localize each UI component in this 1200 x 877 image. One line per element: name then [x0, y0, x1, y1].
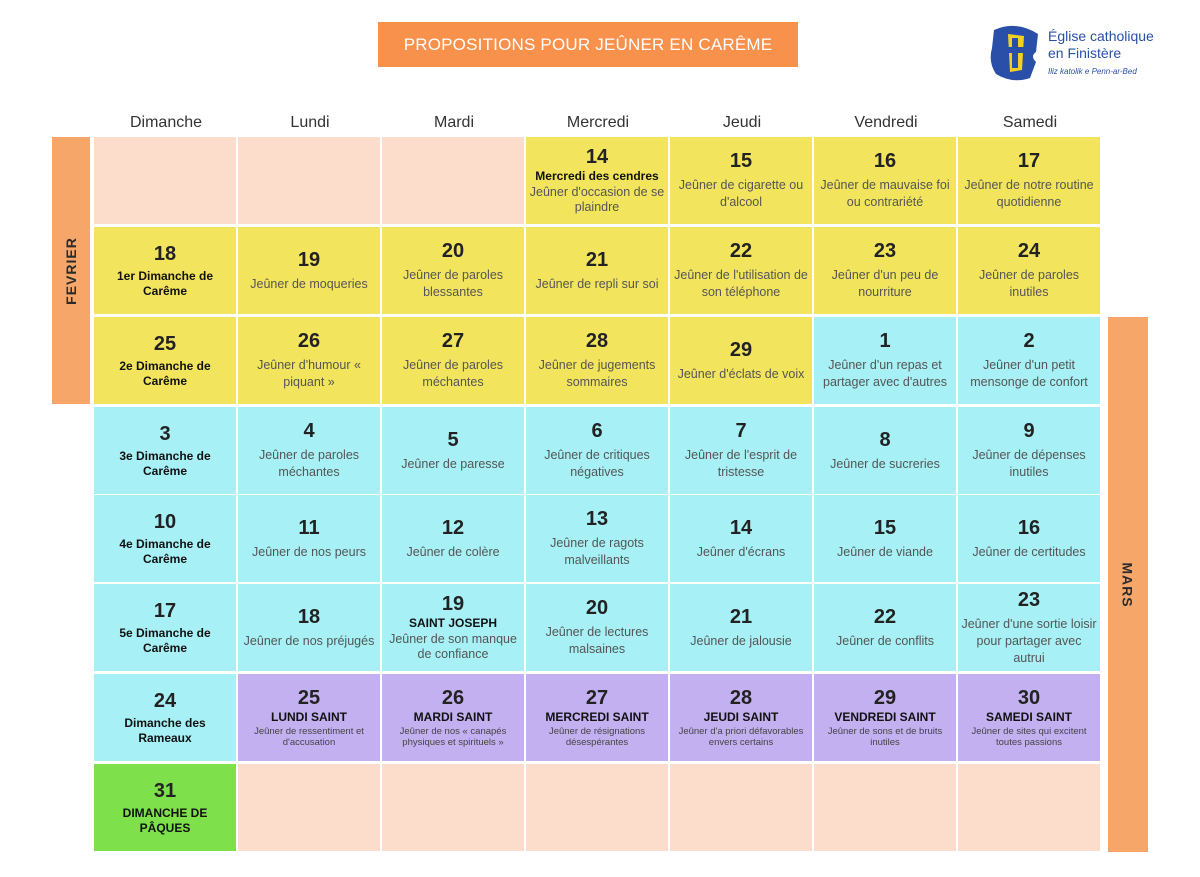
fasting-proposal: Jeûner d'un petit mensonge de confort — [970, 358, 1088, 389]
day-title: 5e Dimanche de Carême — [119, 625, 211, 655]
calendar-day-cell — [526, 584, 668, 671]
calendar-day-cell — [670, 674, 812, 761]
day-number: 17 — [153, 599, 177, 622]
calendar-empty-cell — [382, 764, 524, 851]
day-number: 8 — [879, 428, 891, 451]
fasting-proposal: Jeûner d'écrans — [696, 544, 786, 559]
calendar-day-cell — [670, 407, 812, 494]
day-number: 18 — [153, 242, 177, 265]
day-title: Mercredi des cendres — [535, 169, 659, 183]
day-number: 21 — [729, 605, 753, 628]
day-number: 26 — [441, 687, 465, 709]
day-number: 7 — [735, 420, 747, 442]
day-title: MARDI SAINT — [413, 710, 493, 724]
day-number: 25 — [297, 687, 321, 709]
calendar-day-cell — [94, 764, 236, 851]
calendar-empty-cell — [94, 137, 236, 224]
calendar-day-cell — [238, 317, 380, 404]
day-number: 26 — [297, 330, 321, 352]
logo-emblem-icon — [986, 22, 1044, 84]
fasting-proposal: Jeûner de jalousie — [690, 633, 792, 648]
day-number: 20 — [441, 240, 465, 262]
day-number: 22 — [729, 240, 753, 262]
day-number: 18 — [297, 605, 321, 628]
day-title: VENDREDI SAINT — [834, 710, 936, 724]
calendar-day-cell — [94, 584, 236, 671]
day-number: 27 — [441, 330, 465, 352]
fasting-proposal: Jeûner de jugements sommaires — [538, 358, 656, 389]
calendar-day-cell — [94, 227, 236, 314]
day-title: 4e Dimanche de Carême — [119, 536, 211, 566]
calendar-day-cell — [526, 317, 668, 404]
calendar-day-cell — [670, 317, 812, 404]
fasting-proposal: Jeûner de paroles blessantes — [402, 268, 504, 299]
day-number: 2 — [1023, 330, 1035, 352]
fasting-proposal: Jeûner de ressentiment et d'accusation — [254, 726, 364, 748]
day-number: 29 — [873, 687, 897, 709]
day-number: 23 — [1017, 588, 1041, 611]
day-number: 23 — [873, 240, 897, 262]
day-number: 11 — [298, 516, 320, 539]
day-number: 12 — [441, 516, 465, 539]
day-number: 28 — [585, 330, 609, 352]
day-number: 13 — [585, 508, 609, 530]
day-number: 9 — [1023, 420, 1035, 442]
calendar-day-cell — [670, 584, 812, 671]
calendar-day-cell — [814, 584, 956, 671]
fasting-proposal: Jeûner d'un peu de nourriture — [831, 268, 939, 299]
day-number: 28 — [729, 687, 753, 709]
fasting-proposal: Jeûner de sucreries — [830, 456, 940, 471]
calendar-day-cell — [238, 407, 380, 494]
calendar-day-cell — [382, 674, 524, 761]
day-number: 16 — [873, 150, 897, 172]
fasting-proposal: Jeûner de viande — [837, 544, 933, 559]
day-number: 3 — [159, 422, 171, 445]
calendar-day-cell — [94, 674, 236, 761]
calendar-day-cell — [382, 584, 524, 671]
fasting-proposal: Jeûner d'humour « piquant » — [257, 358, 361, 389]
calendar-empty-cell — [814, 764, 956, 851]
day-title: MERCREDI SAINT — [545, 710, 649, 724]
fasting-proposal: Jeûner de repli sur soi — [535, 276, 659, 291]
fasting-proposal: Jeûner de résignations désespérantes — [548, 726, 646, 748]
day-number: 14 — [585, 146, 609, 168]
page-title — [378, 22, 798, 67]
day-number: 22 — [873, 605, 897, 628]
weekday-header: Samedi — [1002, 114, 1058, 131]
day-number: 20 — [585, 597, 609, 619]
calendar-day-cell — [814, 137, 956, 224]
calendar-day-cell — [958, 495, 1100, 582]
day-number: 31 — [153, 779, 177, 802]
day-number: 29 — [729, 338, 753, 361]
calendar-empty-cell — [670, 764, 812, 851]
day-number: 5 — [447, 428, 459, 451]
calendar-day-cell — [382, 407, 524, 494]
calendar-day-cell — [526, 407, 668, 494]
day-title: DIMANCHE DE PÂQUES — [122, 805, 208, 835]
fasting-proposal: Jeûner d'une sortie loisir pour partager avec autrui — [961, 616, 1097, 665]
weekday-header: Jeudi — [722, 114, 762, 131]
day-title: LUNDI SAINT — [271, 710, 347, 724]
calendar-day-cell — [526, 674, 668, 761]
weekday-header: Vendredi — [854, 114, 918, 131]
fasting-proposal: Jeûner de lectures malsaines — [545, 625, 649, 656]
fasting-proposal: Jeûner d'éclats de voix — [677, 366, 805, 381]
calendar-day-cell — [958, 137, 1100, 224]
calendar-day-cell — [238, 584, 380, 671]
calendar-day-cell — [238, 227, 380, 314]
calendar-day-cell — [382, 495, 524, 582]
day-number: 19 — [297, 248, 321, 271]
day-number: 24 — [153, 689, 177, 712]
fasting-proposal: Jeûner de l'esprit de tristesse — [684, 448, 798, 479]
day-title: Dimanche des Rameaux — [124, 715, 206, 745]
calendar-day-cell — [526, 495, 668, 582]
day-number: 27 — [585, 687, 609, 709]
fasting-proposal: Jeûner de notre routine quotidienne — [964, 178, 1094, 209]
fasting-proposal: Jeûner de l'utilisation de son téléphone — [674, 268, 808, 299]
fasting-proposal: Jeûner de paroles méchantes — [402, 358, 504, 389]
fasting-proposal: Jeûner de nos peurs — [252, 544, 366, 559]
calendar-day-cell — [670, 227, 812, 314]
fasting-proposal: Jeûner de sites qui excitent toutes passions — [971, 726, 1087, 748]
calendar-day-cell — [382, 317, 524, 404]
day-number: 25 — [153, 332, 177, 355]
month-label-fevrier: FEVRIER — [63, 236, 79, 305]
calendar-day-cell — [958, 407, 1100, 494]
day-number: 21 — [585, 248, 609, 271]
day-title: 3e Dimanche de Carême — [119, 448, 211, 478]
calendar-empty-cell — [526, 764, 668, 851]
page-title-text: PROPOSITIONS POUR JEÛNER EN CARÊME — [403, 34, 773, 54]
fasting-proposal: Jeûner de paresse — [401, 456, 505, 471]
logo-subtitle: Iliz katolik e Penn-ar-Bed — [1048, 67, 1137, 76]
calendar-empty-cell — [238, 137, 380, 224]
calendar-day-cell — [94, 407, 236, 494]
calendar-day-cell — [238, 495, 380, 582]
calendar-day-cell — [958, 584, 1100, 671]
day-number: 19 — [441, 593, 465, 615]
weekday-header: Mardi — [433, 114, 474, 131]
calendar-day-cell — [670, 137, 812, 224]
fasting-proposal: Jeûner de nos « canapés physiques et spirituels » — [399, 726, 507, 748]
day-number: 17 — [1017, 150, 1041, 172]
fasting-proposal: Jeûner de nos préjugés — [243, 633, 375, 648]
month-label-mars: MARS — [1120, 561, 1137, 608]
fasting-proposal: Jeûner de sons et de bruits inutiles — [827, 726, 943, 748]
calendar-empty-cell — [382, 137, 524, 224]
fasting-proposal: Jeûner de ragots malveillants — [550, 536, 644, 567]
weekday-header: Mercredi — [566, 114, 630, 131]
calendar-day-cell — [814, 495, 956, 582]
fasting-proposal: Jeûner de cigarette ou d'alcool — [678, 178, 804, 209]
calendar-day-cell — [814, 407, 956, 494]
fasting-proposal: Jeûner de moqueries — [250, 276, 368, 291]
fasting-proposal: Jeûner de paroles méchantes — [258, 448, 360, 479]
fasting-proposal: Jeûner d'un repas et partager avec d'autres — [823, 358, 947, 389]
calendar-empty-cell — [958, 764, 1100, 851]
day-number: 1 — [879, 330, 891, 352]
fasting-proposal: Jeûner d'a priori défavorables envers certains — [678, 726, 804, 748]
day-title: SAMEDI SAINT — [985, 710, 1072, 724]
fasting-proposal: Jeûner de critiques négatives — [544, 448, 650, 479]
day-number: 15 — [729, 150, 753, 172]
fasting-proposal: Jeûner de dépenses inutiles — [972, 448, 1086, 479]
logo-line-2: en Finistère — [1048, 45, 1122, 61]
month-band-mars — [1108, 317, 1148, 852]
calendar-day-cell — [814, 674, 956, 761]
fasting-proposal: Jeûner d'occasion de se plaindre — [529, 185, 665, 214]
fasting-proposal: Jeûner de mauvaise foi ou contrariété — [820, 178, 950, 209]
calendar-day-cell — [958, 227, 1100, 314]
calendar-empty-cell — [238, 764, 380, 851]
day-number: 4 — [303, 420, 315, 442]
fasting-proposal: Jeûner de certitudes — [972, 544, 1086, 559]
calendar-day-cell — [526, 227, 668, 314]
calendar-day-cell — [814, 317, 956, 404]
fasting-proposal: Jeûner de conflits — [836, 633, 934, 648]
day-number: 14 — [729, 516, 753, 539]
fasting-proposal: Jeûner de colère — [406, 544, 500, 559]
day-title: JEUDI SAINT — [703, 710, 779, 724]
weekday-header: Dimanche — [129, 114, 203, 131]
day-number: 10 — [153, 510, 177, 533]
logo — [986, 22, 1166, 86]
calendar-day-cell — [94, 317, 236, 404]
day-number: 6 — [591, 420, 603, 442]
month-band-fevrier — [52, 137, 90, 404]
weekday-header: Lundi — [290, 114, 330, 131]
day-number: 24 — [1017, 240, 1041, 262]
day-title: SAINT JOSEPH — [408, 616, 498, 630]
calendar-day-cell — [94, 495, 236, 582]
fasting-proposal: Jeûner de paroles inutiles — [978, 268, 1080, 299]
day-number: 30 — [1017, 687, 1041, 709]
day-number: 16 — [1017, 516, 1041, 539]
calendar-day-cell — [238, 674, 380, 761]
day-title: 1er Dimanche de Carême — [116, 268, 214, 298]
day-title: 2e Dimanche de Carême — [119, 358, 211, 388]
fasting-proposal: Jeûner de son manque de confiance — [389, 632, 517, 661]
logo-line-1: Église catholique — [1048, 28, 1154, 44]
calendar-day-cell — [382, 227, 524, 314]
day-number: 15 — [873, 516, 897, 539]
calendar-day-cell — [670, 495, 812, 582]
calendar-day-cell — [814, 227, 956, 314]
calendar-day-cell — [958, 674, 1100, 761]
calendar-day-cell — [526, 137, 668, 224]
calendar-day-cell — [958, 317, 1100, 404]
